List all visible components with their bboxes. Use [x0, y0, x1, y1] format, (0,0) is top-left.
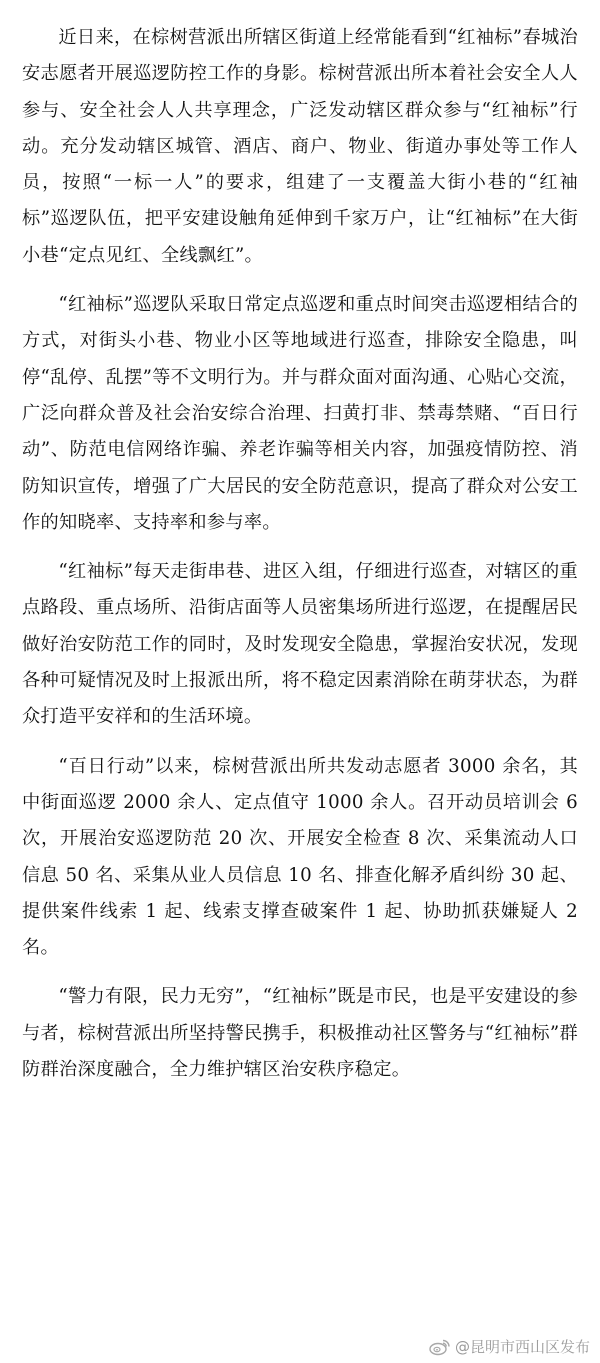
source-watermark [429, 1336, 590, 1357]
paragraph: “红袖标”巡逻队采取日常定点巡逻和重点时间突击巡逻相结合的方式，对街头小巷、物业小区等地域进行巡查，排除安全隐患，叫停“乱停、乱摆”等不文明行为。并与群众面对面沟通、心贴心交流，广泛向群众普及社会治安综合治理、扫黄打非、禁毒禁赌、“百日行动”、防范电信网络诈骗、养老诈骗等相关内容，加强疫情防控、消防知识宣传，增强了广大居民的安全防范意识，提高了群众对公安工作的知晓率、支持率和参与率。 [22, 294, 578, 533]
weibo-icon [429, 1338, 451, 1356]
paragraph: 近日来，在棕树营派出所辖区街道上经常能看到“红袖标”春城治安志愿者开展巡逻防控工作的身影。棕树营派出所本着社会安全人人参与、安全社会人人共享理念，广泛发动辖区群众参与“红袖标”行动。充分发动辖区城管、酒店、商户、物业、街道办事处等工作人员，按照“一标一人”的要求，组建了一支覆盖大街小巷的“红袖标”巡逻队伍，把平安建设触角延伸到千家万户，让“红袖标”在大街小巷“定点见红、全线飘红”。 [22, 27, 578, 266]
paragraph: “百日行动”以来，棕树营派出所共发动志愿者 3000 余名，其中街面巡逻 2000 余人、定点值守 1000 余人。召开动员培训会 6 次，开展治安巡逻防范 20 次、开展安全检查 8 次、采集流动人口信息 50 名、采集从业人员信息 10 名、排查化解矛盾纠纷 30 起、提供案件线索 1 起、线索支撑查破案件 1 起、协助抓获嫌疑人 2 名。 [22, 755, 578, 959]
article-body [22, 20, 578, 1101]
paragraph: “警力有限，民力无穷”，“红袖标”既是市民，也是平安建设的参与者，棕树营派出所坚持警民携手，积极推动社区警务与“红袖标”群防群治深度融合，全力维护辖区治安秩序稳定。 [22, 986, 578, 1081]
watermark-text: @昆明市西山区发布 [454, 1338, 590, 1356]
paragraph: “红袖标”每天走街串巷、进区入组，仔细进行巡查，对辖区的重点路段、重点场所、沿街店面等人员密集场所进行巡逻，在提醒居民做好治安防范工作的同时，及时发现安全隐患，掌握治安状况，发现各种可疑情况及时上报派出所，将不稳定因素消除在萌芽状态，为群众打造平安祥和的生活环境。 [22, 561, 578, 728]
